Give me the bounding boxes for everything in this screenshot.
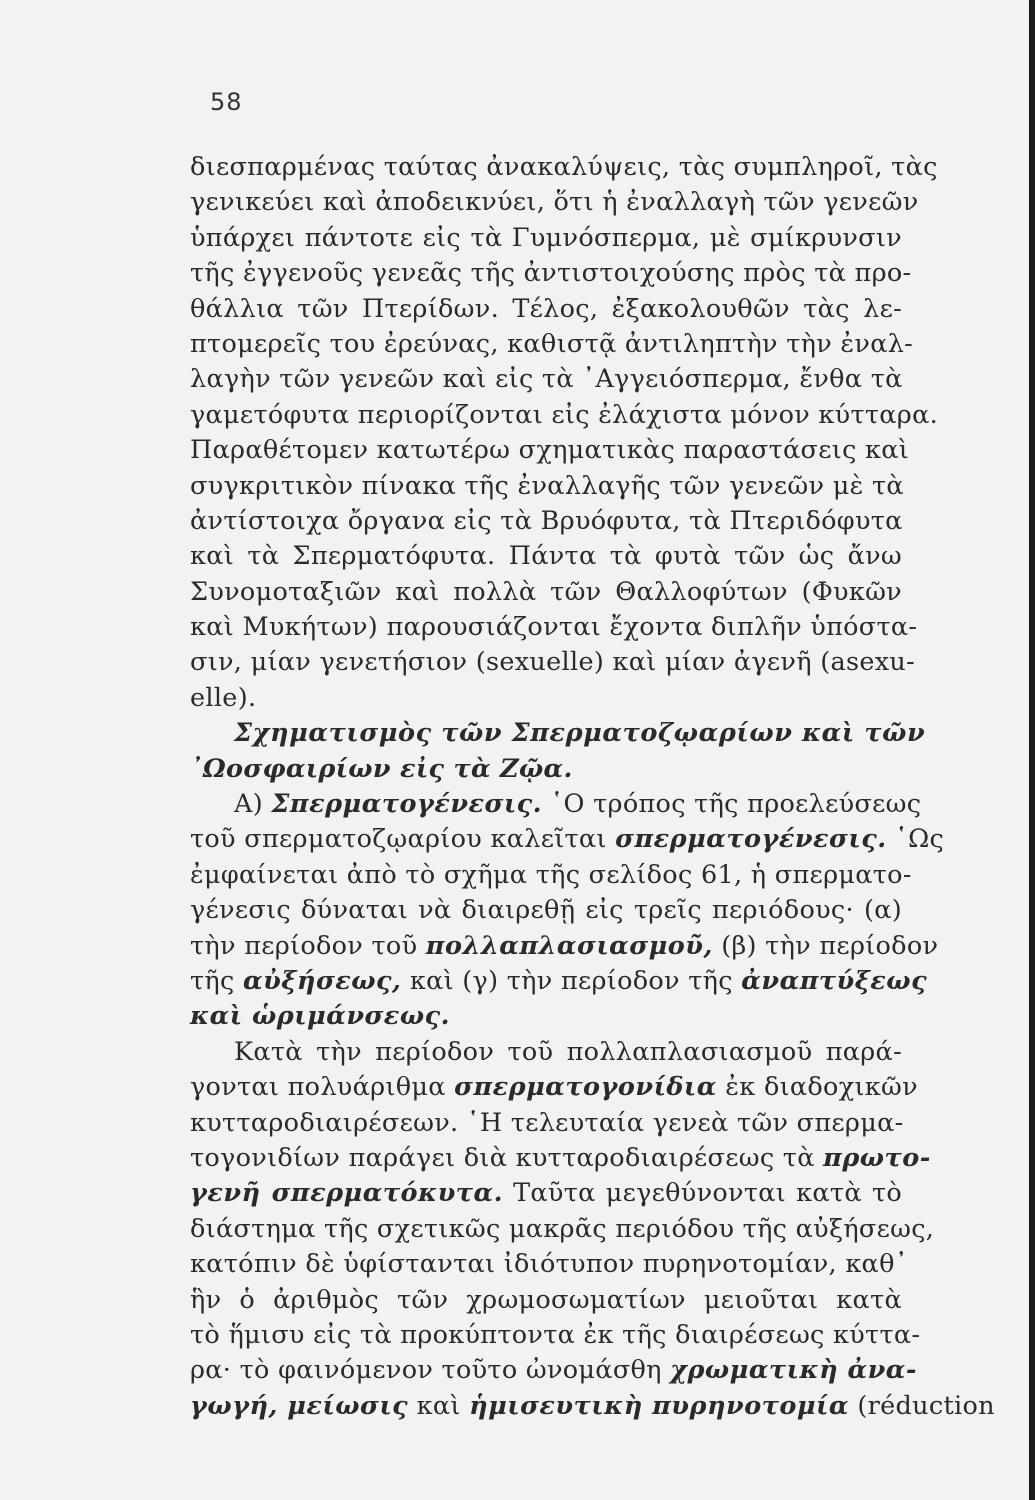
text-line: elle).	[190, 682, 257, 713]
text-line: σιν, μίαν γενετήσιον (sexuelle) καὶ μίαν ἀγενῆ (asexu-	[190, 647, 916, 678]
text-line: γένεσις δύναται νὰ διαιρεθῇ εἰς τρεῖς περιόδους· (α)	[190, 895, 902, 926]
text-line	[190, 822, 945, 857]
text-line	[190, 1070, 918, 1105]
text-span: (réduction	[849, 1390, 995, 1421]
term-growth: αὐξήσεως,	[242, 965, 402, 996]
term-spermatogenesis-inline: σπερματογένεσις.	[615, 824, 887, 855]
term-maturation: καὶ ὡριμάνσεως.	[190, 1001, 450, 1032]
page-number: 58	[210, 88, 243, 116]
text-line: πτομερεῖς του ἐρεύνας, καθιστᾷ ἀντιληπτὴν τὴν ἐναλ-	[190, 328, 914, 359]
text-line	[190, 929, 939, 964]
body-text	[190, 150, 995, 1424]
page-edge-shadow	[1029, 0, 1035, 1500]
term-chromatic-reduction: χρωματικὴ ἀνα-	[670, 1355, 918, 1386]
text-line	[190, 999, 902, 1034]
text-line	[190, 1141, 931, 1176]
text-line: γαμετόφυτα περιορίζονται εἰς ἐλάχιστα μόνον κύτταρα.	[190, 399, 939, 430]
text-line: διεσπαρμένας ταύτας ἀνακαλύψεις, τὰς συμπληροῖ, τὰς	[190, 152, 938, 182]
text-line: τῆς ἐγγενοῦς γενεᾶς τῆς ἀντιστοιχούσης πρὸς τὰ προ-	[190, 258, 912, 289]
text-line: ὑπάρχει πάντοτε εἰς τὰ Γυμνόσπερμα, μὲ σμίκρυνσιν	[190, 222, 902, 253]
text-line: κυτταροδιαιρέσεων. ῾Η τελευταία γενεὰ τῶν σπερμα-	[190, 1107, 904, 1138]
text-line: τὸ ἥμισυ εἰς τὰ προκύπτοντα ἐκ τῆς διαιρέσεως κύττα-	[190, 1319, 921, 1350]
text-span: Ταῦτα μεγεθύνονται κατὰ τὸ	[502, 1178, 903, 1209]
text-line: Κατὰ τὴν περίοδον τοῦ πολλαπλασιασμοῦ παρά-	[234, 1036, 902, 1067]
term-spermatogonia: σπερματογονίδια	[454, 1072, 717, 1103]
text-line	[190, 1176, 902, 1211]
term-development: ἀναπτύξεως	[741, 965, 928, 996]
text-span: ῾Ως	[886, 824, 945, 855]
text-span: τῆς	[190, 965, 243, 996]
text-line: θάλλια τῶν Πτερίδων. Τέλος, ἐξακολουθῶν τὰς λε-	[190, 293, 902, 324]
term-multiplication: πολλαπλασιασμοῦ,	[425, 930, 713, 961]
text-span: ἐκ διαδοχικῶν	[716, 1072, 918, 1103]
text-line: συγκριτικὸν πίνακα τῆς ἐναλλαγῆς τῶν γενεῶν μὲ τὰ	[190, 470, 904, 501]
text-line	[190, 1389, 995, 1424]
text-span: καὶ (γ) τὴν περίοδον τῆς	[401, 965, 742, 996]
text-span: Α)	[234, 789, 272, 820]
text-line: κατόπιν δὲ ὑφίστανται ἰδιότυπον πυρηνοτομίαν, καθ᾿	[190, 1249, 908, 1280]
text-line: καὶ τὰ Σπερματόφυτα. Πάντα τὰ φυτὰ τῶν ὡς ἄνω	[190, 541, 902, 572]
term-primary-spermatocytes: πρωτο-	[823, 1142, 931, 1173]
text-line: Συνομοταξιῶν καὶ πολλὰ τῶν Θαλλοφύτων (Φυκῶν	[190, 576, 902, 607]
term-meiosis: γωγή, μείωσις	[190, 1390, 409, 1421]
text-line: ἀντίστοιχα ὄργανα εἰς τὰ Βρυόφυτα, τὰ Πτεριδόφυτα	[190, 505, 903, 536]
text-line	[190, 1353, 918, 1388]
text-line: καὶ Μυκήτων) παρουσιάζονται ἔχοντα διπλῆν ὑπόστα-	[190, 612, 918, 643]
text-line: λαγὴν τῶν γενεῶν καὶ εἰς τὰ ᾿Αγγειόσπερμα, ἔνθα τὰ	[190, 364, 903, 395]
text-line: Παραθέτομεν κατωτέρω σχηματικὰς παραστάσεις καὶ	[190, 435, 910, 466]
text-span: τοῦ σπερματοζῳαρίου καλεῖται	[190, 824, 616, 855]
text-line: γενικεύει καὶ ἀποδεικνύει, ὅτι ἡ ἐναλλαγὴ τῶν γενεῶν	[190, 187, 919, 218]
text-line	[190, 787, 922, 822]
text-span: γονται πολυάριθμα	[190, 1072, 455, 1103]
term-reduction-division: ἡμισευτικὴ πυρηνοτομία	[469, 1390, 849, 1421]
term-spermatogenesis: Σπερματογένεσις.	[271, 789, 543, 820]
text-span: (β) τὴν περίοδον	[712, 930, 939, 961]
text-line: ἐμφαίνεται ἀπὸ τὸ σχῆμα τῆς σελίδος 61, ἡ σπερματο-	[190, 859, 912, 890]
term-primary-spermatocytes-cont: γενῆ σπερματόκυτα.	[190, 1178, 503, 1209]
section-heading: Σχηματισμὸς τῶν Σπερματοζῳαρίων καὶ τῶν	[234, 718, 926, 749]
text-span: τὴν περίοδον τοῦ	[190, 930, 426, 961]
text-line	[190, 964, 928, 999]
text-span: τογονιδίων παράγει διὰ κυτταροδιαιρέσεως τὰ	[190, 1142, 824, 1173]
text-line: διάστημα τῆς σχετικῶς μακρᾶς περιόδου τῆς αὐξήσεως,	[190, 1213, 935, 1244]
text-line: ἣν ὁ ἀριθμὸς τῶν χρωμοσωματίων μειοῦται κατὰ	[190, 1284, 902, 1315]
text-span: καὶ	[408, 1390, 470, 1421]
section-heading-continued: ᾿Ωοσφαιρίων εἰς τὰ Ζῷα.	[190, 753, 573, 784]
text-span: ρα· τὸ φαινόμενον τοῦτο ὠνομάσθη	[190, 1355, 671, 1386]
text-span: ῾Ο τρόπος τῆς προελεύσεως	[542, 789, 922, 820]
